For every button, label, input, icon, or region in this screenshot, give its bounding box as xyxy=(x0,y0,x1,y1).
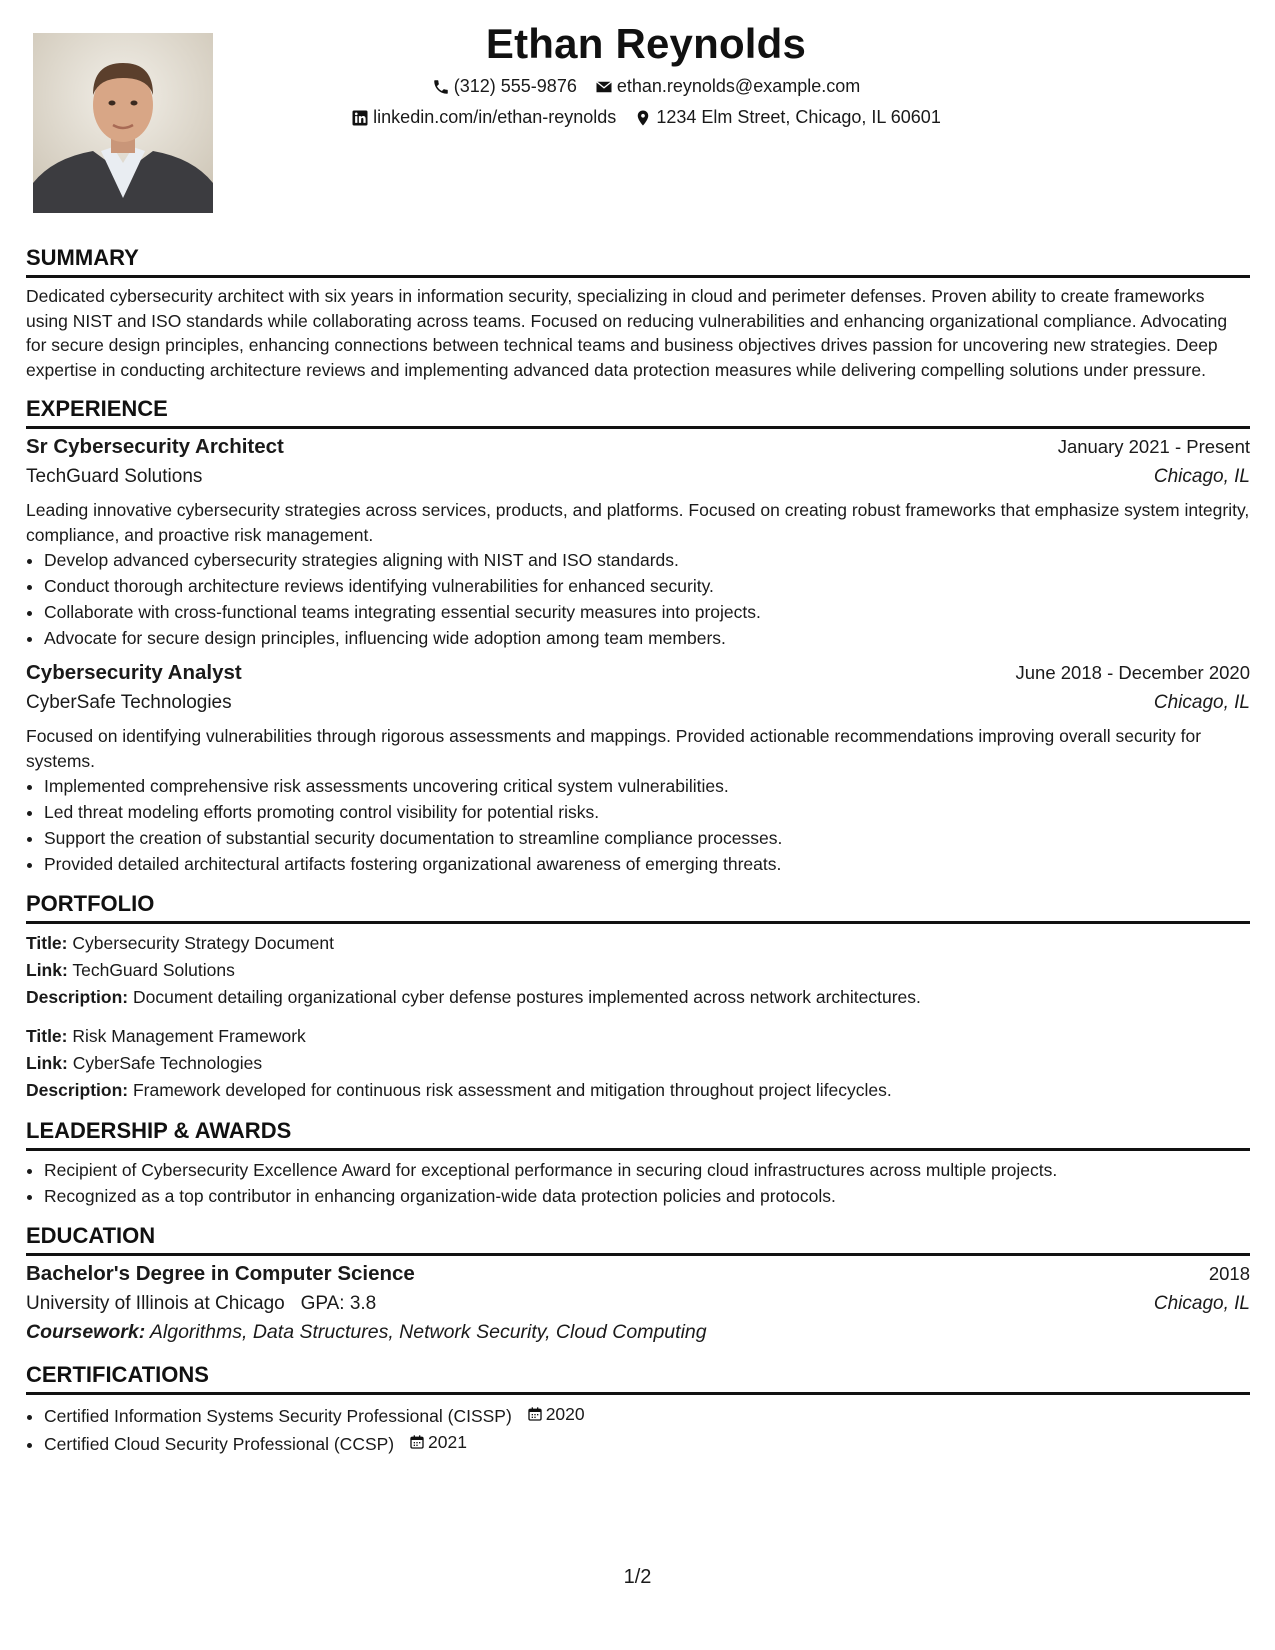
portfolio-item xyxy=(26,1023,1250,1104)
certifications-heading: CERTIFICATIONS xyxy=(26,1362,1250,1395)
portfolio-description-label: Description: xyxy=(26,1080,129,1100)
coursework-list: Algorithms, Data Structures, Network Security, Cloud Computing xyxy=(149,1321,707,1343)
school-name-gpa xyxy=(26,1293,376,1315)
job-bullet: • Develop advanced cybersecurity strategies aligning with NIST and ISO standards. xyxy=(44,547,1250,573)
certification-item xyxy=(44,1429,1250,1457)
map-pin-icon xyxy=(634,109,652,127)
job-bullets xyxy=(26,773,1250,877)
address-contact xyxy=(634,107,941,128)
coursework xyxy=(26,1321,1250,1344)
job-bullet: • Advocate for secure design principles, influencing wide adoption among team members. xyxy=(44,625,1250,651)
job-bullets xyxy=(26,547,1250,651)
job-bullet: • Led threat modeling efforts promoting control visibility for potential risks. xyxy=(44,799,1250,825)
envelope-icon xyxy=(595,78,613,96)
leadership-heading: LEADERSHIP & AWARDS xyxy=(26,1118,1250,1151)
resume-header xyxy=(240,20,1052,128)
contact-line-1 xyxy=(240,76,1052,97)
contact-line-2 xyxy=(240,107,1052,128)
candidate-name: Ethan Reynolds xyxy=(485,20,807,67)
job-bullet: • Provided detailed architectural artifacts fostering organizational awareness of emerging threats. xyxy=(44,851,1250,877)
linkedin-url: linkedin.com/in/ethan-reynolds xyxy=(373,107,617,127)
education-section xyxy=(26,1223,1250,1344)
school-name: University of Illinois at Chicago xyxy=(26,1293,285,1314)
leadership-item: • Recipient of Cybersecurity Excellence Award for exceptional performance in securing cloud infrastructures across multiple projects. xyxy=(44,1157,1250,1183)
page-number: 1/2 xyxy=(623,1566,652,1588)
certifications-list xyxy=(26,1401,1250,1457)
leadership-list xyxy=(26,1157,1250,1209)
portfolio-title: Risk Management Framework xyxy=(72,1026,306,1046)
phone-number: (312) 555-9876 xyxy=(453,76,577,96)
profile-photo xyxy=(33,33,213,213)
certification-name: Certified Cloud Security Professional (CCSP) xyxy=(44,1434,395,1454)
leadership-item: • Recognized as a top contributor in enhancing organization-wide data protection policies and protocols. xyxy=(44,1183,1250,1209)
calendar-icon xyxy=(527,1406,543,1422)
portfolio-link-label: Link: xyxy=(26,960,68,980)
portfolio-description: Framework developed for continuous risk assessment and mitigation throughout project lifecycles. xyxy=(132,1080,892,1100)
phone-contact[interactable] xyxy=(432,76,577,97)
experience-section xyxy=(26,396,1250,877)
job-bullet: • Collaborate with cross-functional teams integrating essential security measures into projects. xyxy=(44,599,1250,625)
job-description: Focused on identifying vulnerabilities through rigorous assessments and mappings. Provided actionable recommendations improving overall security for systems. xyxy=(26,726,1202,771)
job-bullet: • Support the creation of substantial security documentation to streamline compliance processes. xyxy=(44,825,1250,851)
graduation-year: 2018 xyxy=(1208,1263,1250,1284)
portfolio-heading: PORTFOLIO xyxy=(26,891,1250,924)
portfolio-link[interactable]: TechGuard Solutions xyxy=(72,960,235,980)
certification-year: 2020 xyxy=(545,1404,585,1424)
portfolio-link-label: Link: xyxy=(26,1053,68,1073)
street-address: 1234 Elm Street, Chicago, IL 60601 xyxy=(656,107,941,127)
job-title: Cybersecurity Analyst xyxy=(26,661,242,684)
summary-section xyxy=(26,245,1250,382)
portfolio-link[interactable]: CyberSafe Technologies xyxy=(72,1053,263,1073)
job-description: Leading innovative cybersecurity strategies across services, products, and platforms. Focused on creating robust frameworks that emphasize system integrity, compliance, and proactive risk management. xyxy=(26,500,1250,545)
portfolio-title-label: Title: xyxy=(26,933,68,953)
degree-name: Bachelor's Degree in Computer Science xyxy=(26,1262,415,1285)
job-bullet: • Implemented comprehensive risk assessments uncovering critical system vulnerabilities. xyxy=(44,773,1250,799)
certifications-section xyxy=(26,1362,1250,1457)
portfolio-description: Document detailing organizational cyber defense postures implemented across network architectures. xyxy=(132,987,921,1007)
certification-name: Certified Information Systems Security Professional (CISSP) xyxy=(44,1406,512,1426)
school-location: Chicago, IL xyxy=(1153,1293,1250,1314)
portfolio-title: Cybersecurity Strategy Document xyxy=(72,933,335,953)
leadership-section xyxy=(26,1118,1250,1209)
gpa: GPA: 3.8 xyxy=(300,1293,377,1314)
job-bullet: • Conduct thorough architecture reviews identifying vulnerabilities for enhanced security. xyxy=(44,573,1250,599)
portfolio-description-label: Description: xyxy=(26,987,129,1007)
coursework-label: Coursework: xyxy=(26,1321,146,1343)
job-location: Chicago, IL xyxy=(1153,692,1250,713)
calendar-icon xyxy=(409,1434,425,1450)
experience-entry xyxy=(26,435,1250,651)
job-location: Chicago, IL xyxy=(1153,466,1250,487)
company-name: TechGuard Solutions xyxy=(26,466,203,487)
portfolio-title-label: Title: xyxy=(26,1026,68,1046)
company-name: CyberSafe Technologies xyxy=(26,692,232,713)
job-title: Sr Cybersecurity Architect xyxy=(26,435,284,458)
portrait-illustration xyxy=(33,33,213,213)
job-dates: June 2018 - December 2020 xyxy=(1015,662,1250,683)
email-contact[interactable] xyxy=(595,76,860,97)
job-dates: January 2021 - Present xyxy=(1057,436,1250,457)
resume-body xyxy=(26,245,1250,1471)
email-address: ethan.reynolds@example.com xyxy=(616,76,861,96)
summary-heading: SUMMARY xyxy=(26,245,1250,278)
summary-text: Dedicated cybersecurity architect with six years in information security, specializing in cloud and perimeter defenses. Proven ability to create frameworks using NIST and ISO standards while collaborating across teams. Focused on reducing vulnerabilities and enhancing organizational compliance. Advocating for secure design principles, enhancing connections between technical teams and business objectives drives passion for uncovering new strategies. Deep expertise in conducting architecture reviews and implementing advanced data protection measures while delivering compelling solutions under pressure. xyxy=(26,286,1228,380)
experience-entry xyxy=(26,661,1250,877)
linkedin-contact[interactable] xyxy=(351,107,616,128)
phone-icon xyxy=(432,78,450,96)
certification-year: 2021 xyxy=(428,1432,467,1452)
portfolio-item xyxy=(26,930,1250,1011)
portfolio-section xyxy=(26,891,1250,1104)
certification-item xyxy=(44,1401,1250,1429)
education-heading: EDUCATION xyxy=(26,1223,1250,1256)
linkedin-icon xyxy=(351,109,369,127)
experience-heading: EXPERIENCE xyxy=(26,396,1250,429)
